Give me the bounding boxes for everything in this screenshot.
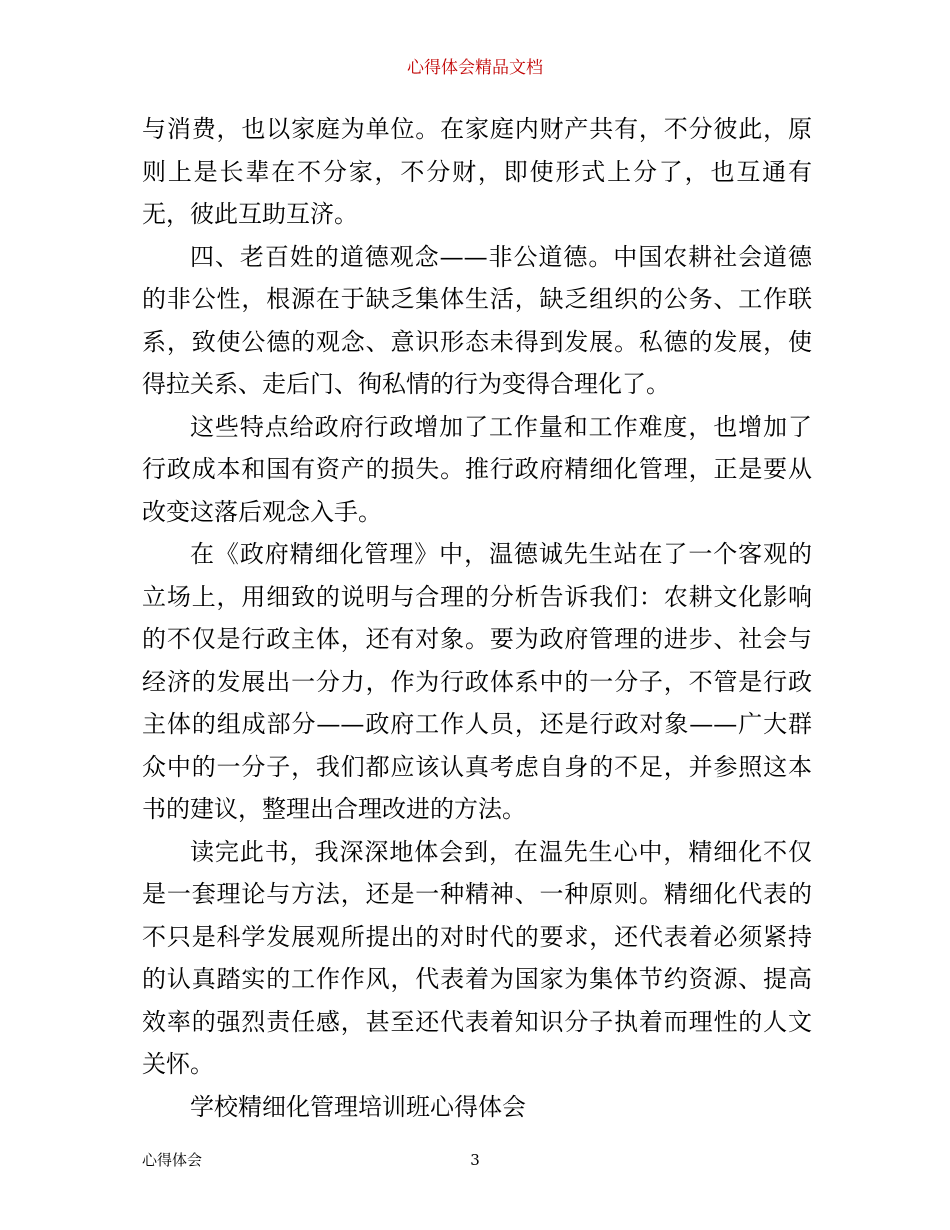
- paragraph-book-analysis: 在《政府精细化管理》中，温德诚先生站在了一个客观的立场上，用细致的说明与合理的分析告诉我们：农耕文化影响的不仅是行政主体，还有对象。要为政府管理的进步、社会与经济的发展出一分力，作为行政体系中的一分子，不管是行政主体的组成部分——政府工作人员，还是行政对象——广大群众中的一分子，我们都应该认真考虑自身的不足，并参照这本书的建议，整理出合理改进的方法。: [142, 540, 812, 823]
- document-body: [142, 108, 812, 1128]
- paragraph-moral-concept: 四、老百姓的道德观念——非公道德。中国农耕社会道德的非公性，根源在于缺乏集体生活，缺乏组织的公务、工作联系，致使公德的观念、意识形态未得到发展。私德的发展，使得拉关系、走后门、徇私情的行为变得合理化了。: [142, 242, 812, 398]
- paragraph-administration-cost: 这些特点给政府行政增加了工作量和工作难度，也增加了行政成本和国有资产的损失。推行政府精细化管理，正是要从改变这落后观念入手。: [142, 412, 812, 526]
- page-number: 3: [470, 1151, 480, 1169]
- page-header-title: 心得体会精品文档: [407, 58, 543, 78]
- paragraph-reflection: 读完此书，我深深地体会到，在温先生心中，精细化不仅是一套理论与方法，还是一种精神、一种原则。精细化代表的不只是科学发展观所提出的对时代的要求，还代表着必须紧持的认真踏实的工作作风，代表着为国家为集体节约资源、提高效率的强烈责任感，甚至还代表着知识分子执着而理性的人文关怀。: [142, 837, 812, 1078]
- paragraph-continuation: 与消费，也以家庭为单位。在家庭内财产共有，不分彼此，原则上是长辈在不分家，不分财，即使形式上分了，也互通有无，彼此互助互济。: [142, 115, 812, 228]
- footer-label: 心得体会: [142, 1151, 203, 1169]
- section-heading-training: 学校精细化管理培训班心得体会: [190, 1092, 526, 1121]
